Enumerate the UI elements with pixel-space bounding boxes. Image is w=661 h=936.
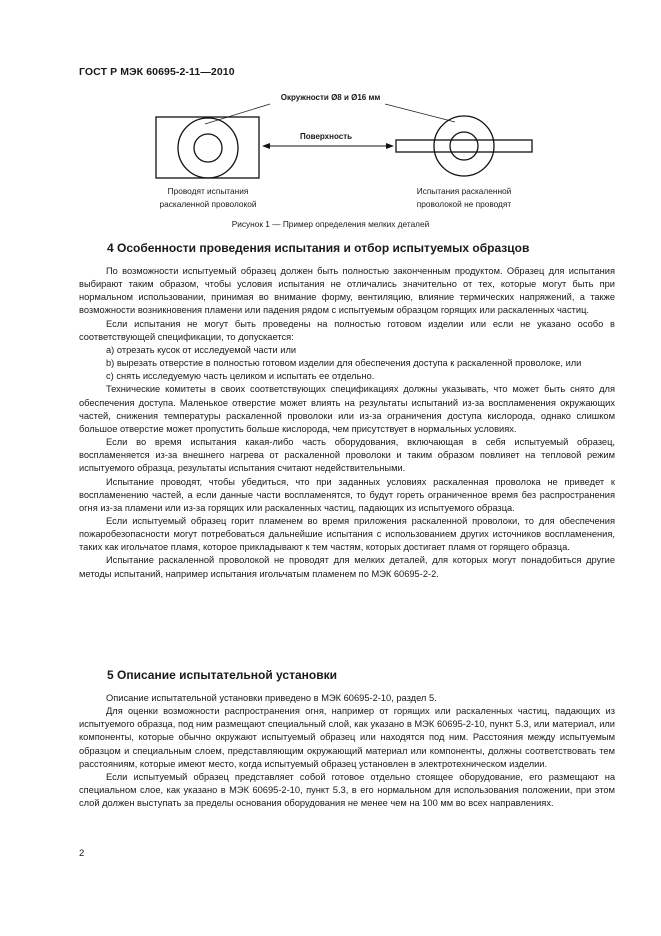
list-item: b) вырезать отверстие в полностью готовом изделии для обеспечения доступа к раскаленной проволоке, или (106, 358, 582, 369)
section-5-title: 5 Описание испытательной установки (107, 668, 337, 682)
paragraph: По возможности испытуемый образец должен быть полностью законченным продуктом. Образец для испытания выбирают таким образом, чтобы условия испытания не отличались значительно от тех, которые могут быть при нормальном использовании, принимая во внимание форму, вентиляцию, влияние термических напряжений, а также возможности возникновения пламени или падения рядом с испытуемым образцом горящих или раскаленных частиц. (79, 266, 615, 316)
left-specimen-body (156, 117, 259, 178)
right-caption: Испытания раскаленной проволокой не проводят (416, 186, 512, 209)
figure-top-label: Окружности Ø8 и Ø16 мм (280, 93, 381, 102)
surface-label: Поверхность (300, 132, 353, 141)
paragraph: Для оценки возможности распространения огня, например от горящих или раскаленных частиц, падающих из испытуемого образца, под ним размещают специальный слой, как указано в МЭК 60695-2-10, пункт 5.3, или материал, или компоненты, которые обычно окружают испытуемый образец или находятся под ним. Расстояния между испытуемым образцом и специальным слоем, представляющим окружающий материал или компоненты, должны соответствовать тем расстояниям, которые имеют место, когда испытуемый образец установлен в электротехническом изделии. (79, 706, 615, 769)
leader-line-left (205, 104, 270, 124)
paragraph: Если испытуемый образец представляет собой готовое отдельно стоящее оборудование, его размещают на специальном слое, как указано в МЭК 60695-2-10, пункт 5.3, в его нормальном для использования положении, при этом слой должен выступать за пределы основания оборудования не менее чем на 100 мм во всех направлениях. (79, 771, 615, 809)
paragraph: Технические комитеты в своих соответствующих спецификациях должны указывать, что может быть снято для обеспечения доступа. Маленькое отверстие может влиять на результаты испытаний из-за воспламенения окружающих частей, снижения температуры раскаленной проволоки или из-за ограничения доступа кислорода, однако слишком большое отверстие может пропустить больше кислорода, чем присутствует в нормальных условиях. (79, 384, 615, 434)
section-4-body (79, 265, 615, 581)
document-header: ГОСТ Р МЭК 60695-2-11—2010 (79, 66, 235, 78)
leader-line-right (385, 104, 455, 122)
list-item: a) отрезать кусок от исследуемой части или (106, 344, 297, 355)
figure-1 (0, 0, 661, 240)
paragraph: Если испытания не могут быть проведены на полностью готовом изделии или если не указано особо в соответствующей спецификации, то допускается: (79, 318, 615, 342)
figure-caption: Рисунок 1 — Пример определения мелких деталей (231, 219, 430, 229)
left-inner-circle (194, 134, 222, 162)
paragraph: Если во время испытания какая-либо часть оборудования, включающая в себя испытуемый образец, воспламеняется из-за внешнего нагрева от раскаленной проволоки и таким образом повлияет на тепловой режим испытуемого образца, результаты испытания считают недействительными. (79, 437, 615, 474)
section-4-title: 4 Особенности проведения испытания и отбор испытуемых образцов (107, 241, 530, 255)
paragraph: Если испытуемый образец горит пламенем во время приложения раскаленной проволоки, то для обеспечения пожаробезопасности могут потребоваться дальнейшие испытания с использованием других источников воспламенения, таких как игольчатое пламя, которое прикладывают к тем частям, которых достигает пламя от горящего образца. (79, 515, 615, 553)
left-caption: Проводят испытания раскаленной проволокой (159, 186, 257, 209)
right-outer-circle (434, 116, 494, 176)
right-specimen-strip (396, 140, 532, 152)
page-number: 2 (79, 848, 85, 859)
right-inner-circle (450, 132, 478, 160)
figure-drawing (0, 0, 661, 240)
section-5-body (79, 692, 615, 810)
paragraph: Испытание раскаленной проволокой не проводят для мелких деталей, для которых могут понадобиться другие методы испытаний, например испытания игольчатым пламенем по МЭК 60695-2-2. (79, 555, 615, 579)
paragraph: Испытание проводят, чтобы убедиться, что при заданных условиях раскаленная проволока не приведет к воспламенению частей, а если данные части воспламенятся, то будут гореть ограниченное время без распространения огня из-за пламени или из-за горящих или раскаленных частиц, падающих из испытуемого образца. (79, 476, 615, 513)
list-item: c) снять исследуемую часть целиком и испытать ее отдельно. (106, 371, 375, 382)
left-outer-circle (178, 118, 238, 178)
paragraph: Описание испытательной установки приведено в МЭК 60695-2-10, раздел 5. (106, 693, 437, 703)
surface-arrow-right-head (386, 143, 394, 149)
surface-arrow-left-head (262, 143, 270, 149)
